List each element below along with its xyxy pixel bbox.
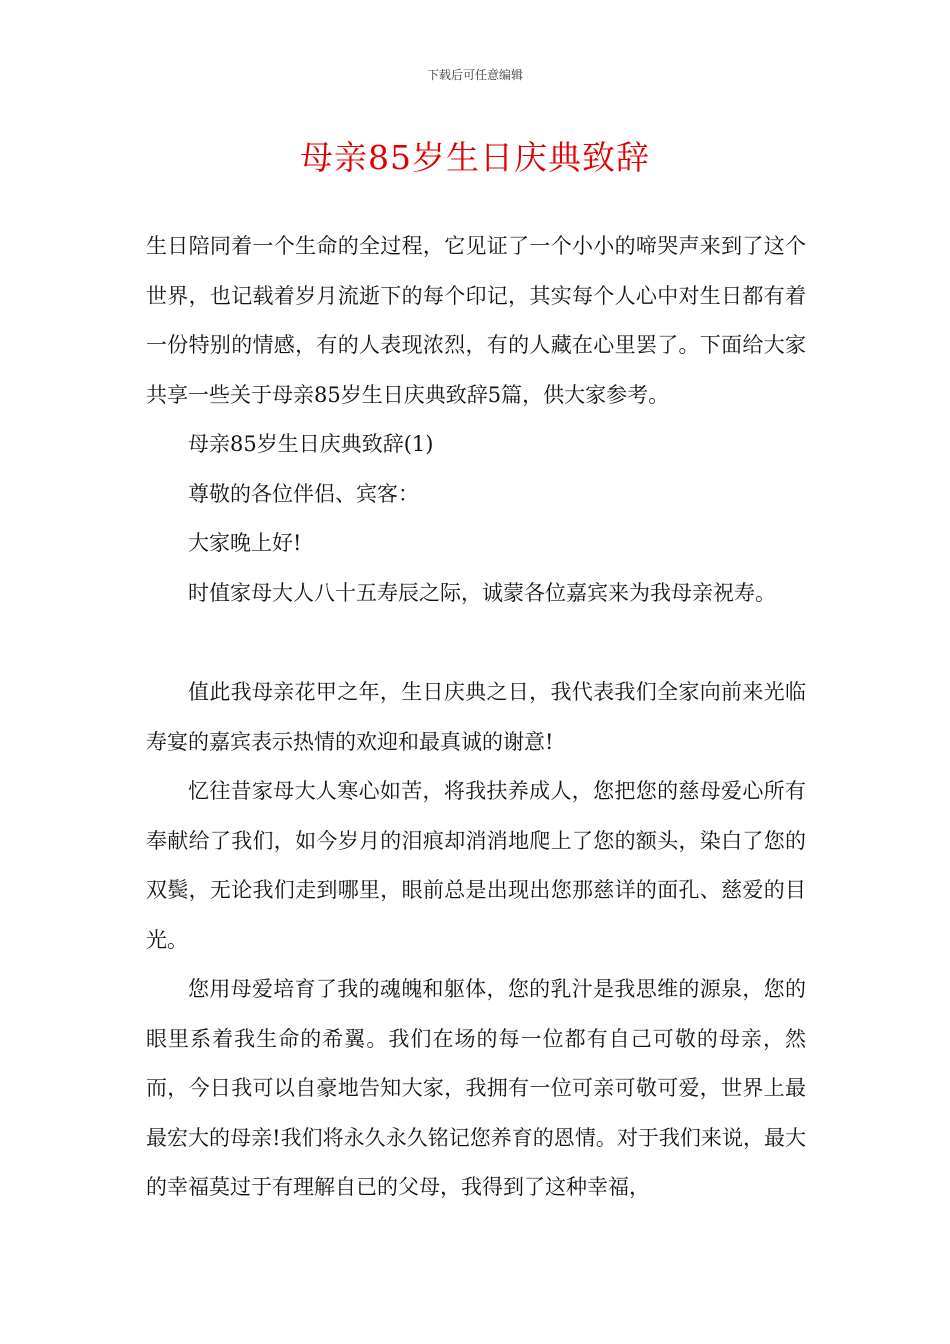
- paragraph-4: 您用母爱培育了我的魂魄和躯体，您的乳汁是我思维的源泉，您的眼里系着我生命的希翼。我们在场的每一位都有自己可敬的母亲，然而，今日我可以自豪地告知大家，我拥有一位可亲可敬可爱，世界上最最宏大的母亲!我们将永久永久铭记您养育的恩情。对于我们来说，最大的幸福莫过于有理解自已的父母，我得到了这种幸福，: [146, 977, 806, 1199]
- document-body: [146, 222, 806, 1213]
- header-note: 下载后可任意编辑: [426, 68, 523, 82]
- document-title: 母亲85岁生日庆典致辞: [300, 138, 650, 177]
- paragraph-3: 忆往昔家母大人寒心如苦，将我扶养成人，您把您的慈母爱心所有奉献给了我们，如今岁月的泪痕却消消地爬上了您的额头，染白了您的双鬓，无论我们走到哪里，眼前总是出现出您那慈详的面孔、慈爱的目光。: [146, 779, 806, 952]
- paragraph-gap: [146, 618, 806, 668]
- intro-paragraph: 生日陪同着一个生命的全过程，它见证了一个小小的啼哭声来到了这个世界，也记载着岁月流逝下的每个印记，其实每个人心中对生日都有着一份特别的情感，有的人表现浓烈，有的人藏在心里罢了。下面给大家共享一些关于母亲85岁生日庆典致辞5篇，供大家参考。: [146, 234, 806, 407]
- section-title: 母亲85岁生日庆典致辞(1): [188, 432, 434, 456]
- salutation: 尊敬的各位伴侣、宾客：: [188, 481, 419, 506]
- greeting: 大家晚上好!: [188, 531, 302, 555]
- paragraph-1: 时值家母大人八十五寿辰之际，诚蒙各位嘉宾来为我母亲祝寿。: [188, 580, 776, 605]
- paragraph-2: 值此我母亲花甲之年，生日庆典之日，我代表我们全家向前来光临寿宴的嘉宾表示热情的欢迎和最真诚的谢意!: [146, 680, 806, 754]
